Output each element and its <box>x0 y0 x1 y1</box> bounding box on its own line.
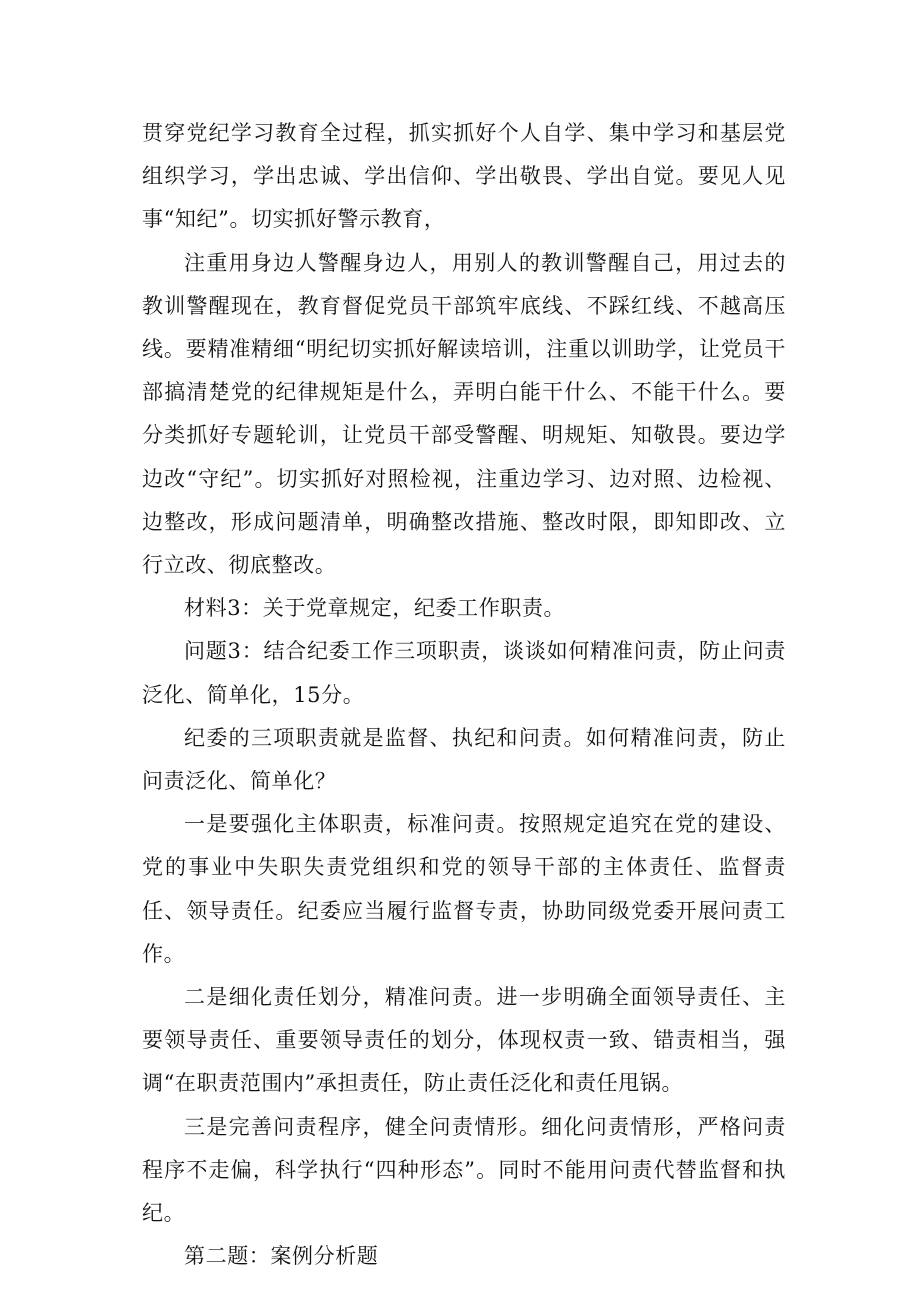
paragraph-8: 三是完善问责程序，健全问责情形。细化问责情形，严格问责程序不走偏，科学执行“四种形态”。同时不能用问责代替监督和执纪。 <box>142 1114 786 1226</box>
section-heading: 第二题：案例分析题 <box>184 1244 379 1269</box>
paragraph-7: 二是细化责任划分，精准问责。进一步明确全面领导责任、主要领导责任、重要领导责任的划分，体现权责一致、错责相当，强调“在职责范围内”承担责任，防止责任泛化和责任甩锅。 <box>142 985 786 1096</box>
paragraph-2: 注重用身边人警醒身边人，用别人的教训警醒自己，用过去的教训警醒现在，教育督促党员干部筑牢底线、不踩红线、不越高压线。要精准精细“明纪切实抓好解读培训，注重以训助学，让党员干部搞清楚党的纪律规矩是什么，弄明白能干什么、不能干什么。要分类抓好专题轮训，让党员干部受警醒、明规矩、知敬畏。要边学边改“守纪”。切实抓好对照检视，注重边学习、边对照、边检视、边整改，形成问题清单，明确整改措施、整改时限，即知即改、立行立改、彻底整改。 <box>142 250 786 578</box>
paragraph-3: 材料3：关于党章规定，纪委工作职责。 <box>184 596 566 621</box>
paragraph-1: 贯穿党纪学习教育全过程，抓实抓好个人自学、集中学习和基层党组织学习，学出忠诚、学出信仰、学出敬畏、学出自觉。要见人见事“知纪”。切实抓好警示教育， <box>142 121 786 232</box>
paragraph-6: 一是要强化主体职责，标准问责。按照规定追究在党的建设、党的事业中失职失责党组织和党的领导干部的主体责任、监督责任、领导责任。纪委应当履行监督专责，协助同级党委开展问责工作。 <box>142 812 786 966</box>
paragraph-5: 纪委的三项职责就是监督、执纪和问责。如何精准问责，防止问责泛化、简单化？ <box>142 725 786 794</box>
document-body <box>142 112 786 1278</box>
paragraph-4: 问题3：结合纪委工作三项职责，谈谈如何精准问责，防止问责泛化、简单化，15分。 <box>142 639 786 707</box>
